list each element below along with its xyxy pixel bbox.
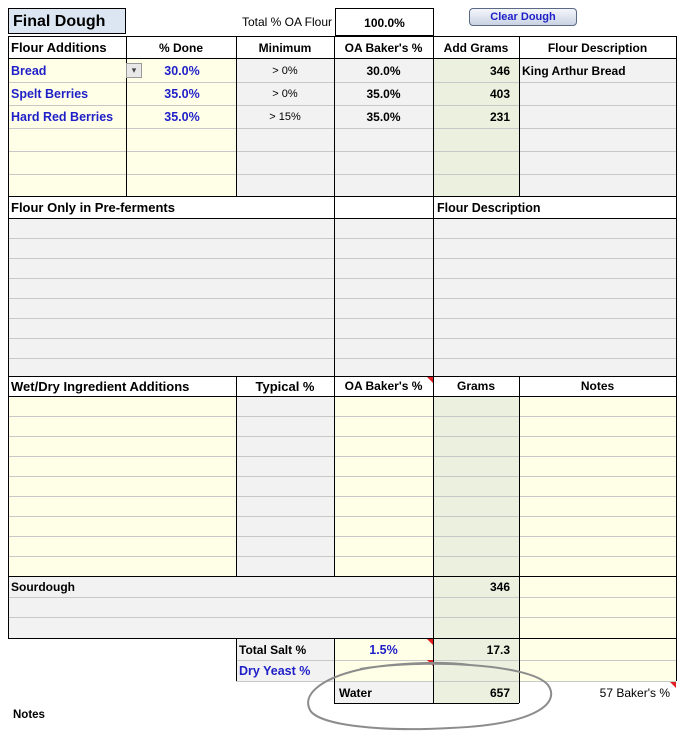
grid-hline — [8, 238, 676, 239]
grid-vline — [676, 36, 677, 196]
wetdry-oa-header: OA Baker's % — [344, 379, 423, 393]
wetdry-oa-bg — [334, 396, 433, 576]
grid-hline — [8, 617, 676, 618]
flour-min-3: > 15% — [269, 110, 301, 123]
grid-vline — [8, 376, 9, 576]
typical-pct-header: Typical % — [255, 378, 315, 394]
circle-annotation — [300, 655, 570, 738]
flour-name-2[interactable]: Spelt Berries — [11, 86, 89, 101]
flour-name-3[interactable]: Hard Red Berries — [11, 109, 114, 124]
grid-hline — [8, 536, 676, 537]
grid-hline — [8, 516, 676, 517]
grid-vline — [8, 196, 9, 376]
grid-vline — [676, 576, 677, 638]
grid-hline — [8, 258, 676, 259]
grid-hline — [8, 338, 676, 339]
flour-description-header: Flour Description — [547, 40, 648, 55]
total-salt-label: Total Salt % — [239, 642, 307, 657]
dry-yeast-label: Dry Yeast % — [239, 663, 311, 678]
flour-additions-header: Flour Additions — [11, 40, 107, 55]
total-oa-flour-value: 100.0% — [364, 15, 405, 30]
wetdry-grams-bg — [433, 396, 519, 576]
grid-hline — [8, 298, 676, 299]
wetdry-typical-bg — [236, 396, 334, 576]
flour-oa-3: 35.0% — [366, 109, 401, 124]
sourdough-notes-bg — [519, 576, 676, 638]
grid-hline — [8, 218, 676, 219]
flour-done-2[interactable]: 35.0% — [164, 86, 200, 101]
grid-hline — [8, 556, 676, 557]
water-label: Water — [339, 685, 372, 700]
grid-hline — [8, 597, 676, 598]
grid-vline — [334, 196, 335, 376]
flour-done-1[interactable]: 30.0% — [164, 63, 200, 78]
total-salt-pct[interactable]: 1.5% — [369, 642, 398, 657]
minimum-header: Minimum — [258, 40, 312, 55]
page-title: Final Dough — [13, 12, 106, 30]
grid-hline — [8, 278, 676, 279]
wetdry-notes-bg — [519, 396, 676, 576]
grid-hline — [8, 128, 676, 129]
grid-vline — [334, 376, 335, 576]
grid-vline — [433, 376, 434, 576]
flour-grams-1: 346 — [489, 63, 510, 78]
water-comment-marker — [670, 682, 676, 688]
grid-hline — [8, 476, 676, 477]
wetdry-notes-header: Notes — [580, 379, 615, 393]
grid-vline — [676, 196, 677, 376]
preferment-left-bg — [8, 218, 334, 376]
preferments-header: Flour Only in Pre-ferments — [11, 200, 175, 215]
grid-vline — [519, 376, 520, 576]
flour-dropdown[interactable] — [126, 63, 142, 78]
flour-desc-1[interactable]: King Arthur Bread — [522, 63, 626, 78]
oa-bakers-header: OA Baker's % — [344, 40, 423, 55]
grid-vline — [433, 196, 434, 376]
flour-desc-3[interactable] — [519, 105, 676, 128]
grid-hline — [8, 174, 676, 175]
flour-done-3[interactable]: 35.0% — [164, 109, 200, 124]
grid-hline — [8, 416, 676, 417]
notes-label: Notes — [13, 709, 45, 721]
water-bakers-pct: 57 Baker's % — [599, 685, 670, 700]
flour-oa-1: 30.0% — [366, 63, 401, 78]
wetdry-header: Wet/Dry Ingredient Additions — [11, 378, 190, 394]
grid-hline — [8, 358, 676, 359]
grid-vline — [236, 376, 237, 576]
preferment-desc-header: Flour Description — [437, 200, 541, 215]
clear-dough-label: Clear Dough — [490, 11, 556, 23]
grid-hline — [8, 318, 676, 319]
water-grams: 657 — [489, 685, 510, 700]
flour-min-1: > 0% — [272, 64, 298, 77]
sourdough-grams: 346 — [489, 580, 510, 594]
add-grams-header: Add Grams — [443, 40, 509, 55]
chevron-down-icon: ▾ — [131, 65, 137, 75]
flour-name-1[interactable]: Bread — [11, 63, 47, 78]
total-salt-grams: 17.3 — [486, 642, 510, 657]
grid-hline — [8, 396, 676, 397]
grid-hline — [8, 436, 676, 437]
flour-grams-3: 231 — [489, 109, 510, 124]
grid-vline — [519, 576, 520, 638]
preferment-mid-bg — [334, 218, 433, 376]
flour-min-2: > 0% — [272, 87, 298, 100]
grid-hline — [8, 151, 676, 152]
comment-marker — [427, 377, 433, 383]
total-oa-flour-label: Total % OA Flour — [241, 15, 332, 29]
wetdry-grams-header: Grams — [456, 379, 496, 393]
grid-vline — [676, 376, 677, 576]
flour-grams-2: 403 — [489, 86, 510, 101]
pct-done-header: % Done — [158, 40, 203, 55]
sourdough-label: Sourdough — [11, 580, 75, 594]
clear-dough-button[interactable] — [469, 8, 577, 26]
grid-hline — [8, 456, 676, 457]
flour-desc-2[interactable] — [519, 82, 676, 105]
grid-vline — [676, 638, 677, 681]
wetdry-input-bg — [8, 396, 236, 576]
preferment-right-bg — [433, 218, 676, 376]
grid-vline — [126, 36, 127, 196]
flour-oa-2: 35.0% — [366, 86, 401, 101]
grid-hline — [8, 496, 676, 497]
